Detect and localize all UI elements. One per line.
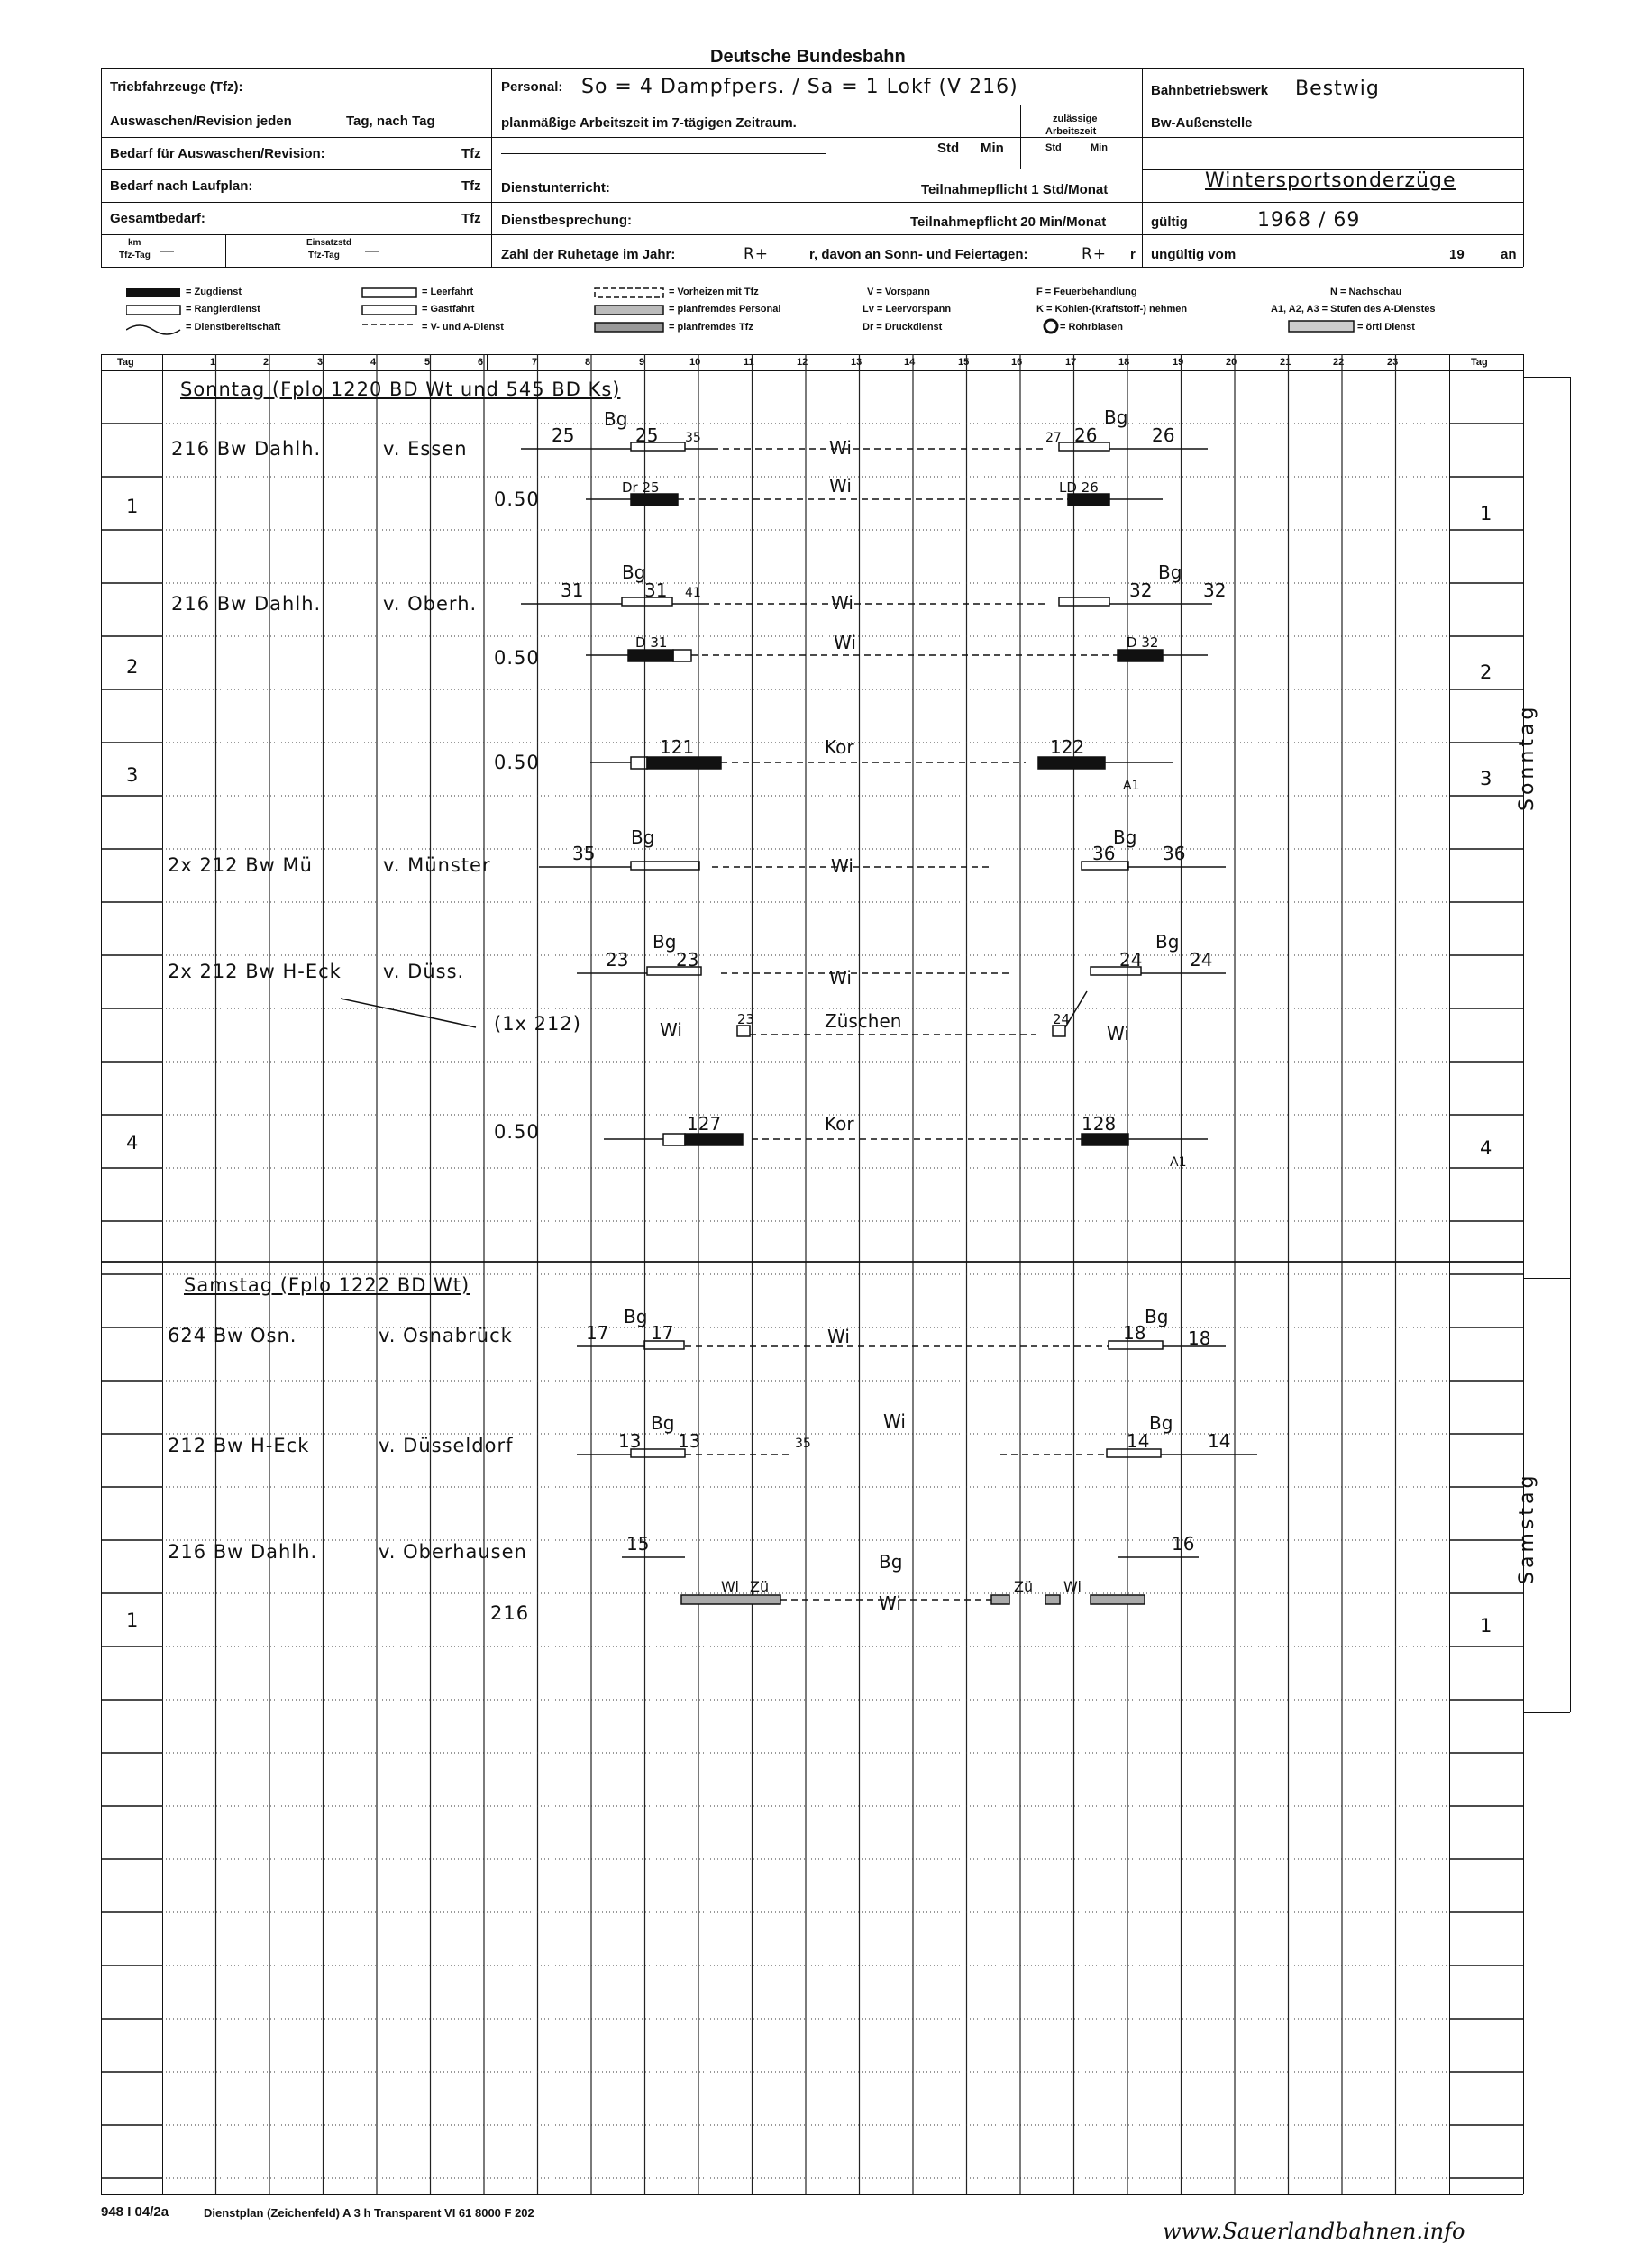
duty-code: Wi xyxy=(879,1592,901,1614)
entry-time-7: 216 xyxy=(490,1602,530,1624)
duty-code: Bg xyxy=(631,826,655,848)
day-number: 2 xyxy=(1480,661,1493,683)
duty-code: Wi xyxy=(883,1410,906,1432)
day-number: 4 xyxy=(1480,1137,1493,1159)
entry-origin-2: v. Oberh. xyxy=(383,593,478,615)
train-number: 23 xyxy=(676,949,699,971)
duty-code: Züschen xyxy=(825,1010,902,1032)
train-number: 16 xyxy=(1172,1533,1195,1555)
bw-value: Bestwig xyxy=(1295,78,1380,100)
train-number: 31 xyxy=(561,579,584,601)
duty-code: Bg xyxy=(1113,826,1137,848)
std-label: Std xyxy=(937,141,960,156)
website-watermark: www.Sauerlandbahnen.info xyxy=(1163,2219,1465,2244)
duty-code: Zü xyxy=(1014,1578,1034,1595)
hour-label: 7 xyxy=(532,357,538,368)
entry-time-3: 0.50 xyxy=(494,752,540,773)
km-label: km xyxy=(128,238,141,248)
legend-vorheizen: = Vorheizen mit Tfz xyxy=(669,287,759,297)
legend-planfremdes-tfz: = planfremdes Tfz xyxy=(669,322,753,333)
dienstbesprechung-label: Dienstbesprechung: xyxy=(501,213,633,228)
duty-bar-va xyxy=(1091,1595,1145,1604)
duty-code: Wi xyxy=(834,632,856,653)
entry-origin-6: v. Düsseldorf xyxy=(379,1435,514,1456)
hour-label: 23 xyxy=(1387,357,1399,368)
duty-code: Bg xyxy=(1145,1306,1169,1327)
train-number: 36 xyxy=(1092,843,1116,864)
duty-code: Bg xyxy=(1158,561,1182,583)
laufplan-label: Bedarf nach Laufplan: xyxy=(110,178,253,194)
train-number: 36 xyxy=(1163,843,1186,864)
day-number: 1 xyxy=(1480,1615,1493,1637)
entry-time-2: 0.50 xyxy=(494,647,540,669)
duty-bar-rangier xyxy=(663,1134,685,1145)
duty-bar-rangier xyxy=(631,862,699,870)
hour-label: 19 xyxy=(1173,357,1184,368)
day-number: 3 xyxy=(1480,768,1493,789)
train-number: 128 xyxy=(1082,1113,1117,1135)
hour-label: 22 xyxy=(1333,357,1345,368)
duty-code: A1 xyxy=(1170,1155,1187,1170)
hour-label: 20 xyxy=(1226,357,1237,368)
ruhetage-label: Zahl der Ruhetage im Jahr: xyxy=(501,247,676,262)
hour-label: 10 xyxy=(689,357,701,368)
entry-loco-6: 212 Bw H-Eck xyxy=(168,1435,310,1456)
day-number: 4 xyxy=(126,1132,140,1154)
einsatz-dash: — xyxy=(365,243,379,259)
duty-code: Wi xyxy=(721,1578,739,1595)
entry-origin-3: v. Münster xyxy=(383,854,491,876)
tag-col-left: Tag xyxy=(117,357,134,368)
day-number: 3 xyxy=(126,764,140,786)
hour-label: 13 xyxy=(851,357,863,368)
duty-code: Bg xyxy=(1155,931,1180,953)
hour-label: 1 xyxy=(210,357,216,368)
train-number: 18 xyxy=(1123,1322,1146,1344)
duty-code: Wi xyxy=(829,437,852,459)
train-number: 122 xyxy=(1050,736,1085,758)
tfztag-label: Tfz-Tag xyxy=(119,251,151,260)
train-number: 35 xyxy=(572,843,596,864)
train-number: 23 xyxy=(606,949,629,971)
sonntag-heading: Sonntag (Fplo 1220 BD Wt und 545 BD Ks) xyxy=(180,379,621,400)
gesamt-tfz: Tfz xyxy=(461,211,481,226)
plan-name: Wintersportsonderzüge xyxy=(1205,169,1456,192)
gueltig-label: gültig xyxy=(1151,214,1188,230)
entry-loco-7: 216 Bw Dahlh. xyxy=(168,1541,318,1563)
legend-oertl-dienst: = örtl Dienst xyxy=(1357,322,1415,333)
teilnahme2-label: Teilnahmepflicht 20 Min/Monat xyxy=(910,214,1107,230)
train-number: 13 xyxy=(618,1430,642,1452)
legend-nachschau: N = Nachschau xyxy=(1330,287,1402,297)
entry-origin-7: v. Oberhausen xyxy=(379,1541,527,1563)
personal-label: Personal: xyxy=(501,79,563,95)
duty-code: Wi xyxy=(827,1326,850,1347)
bedarf-tfz: Tfz xyxy=(461,146,481,161)
entry-origin-5: v. Osnabrück xyxy=(379,1325,513,1346)
train-number: LD 26 xyxy=(1059,479,1099,496)
duty-code: Bg xyxy=(624,1306,648,1327)
hour-label: 15 xyxy=(958,357,970,368)
min-label: Min xyxy=(981,141,1004,156)
duty-bar-zug xyxy=(685,1134,743,1145)
hour-label: 21 xyxy=(1280,357,1291,368)
train-number: 25 xyxy=(635,424,659,446)
ruhetage-r1: R+ xyxy=(744,245,770,263)
duty-code: Bg xyxy=(651,1412,675,1434)
arbeitszeit-label: Arbeitszeit xyxy=(1045,126,1097,137)
hour-label: 9 xyxy=(639,357,645,368)
entry-loco-4: 2x 212 Bw H-Eck xyxy=(168,961,342,982)
duty-bar-va xyxy=(1045,1595,1060,1604)
entry-time-1: 0.50 xyxy=(494,488,540,510)
entry-loco-5: 624 Bw Osn. xyxy=(168,1325,297,1346)
ungueltig-19: 19 xyxy=(1449,247,1465,262)
legend-zugdienst: = Zugdienst xyxy=(186,287,242,297)
train-number: 25 xyxy=(552,424,575,446)
auswaschen-tag: Tag, nach Tag xyxy=(346,114,435,129)
train-number: 23 xyxy=(737,1011,755,1027)
hour-label: 18 xyxy=(1118,357,1130,368)
train-number: D 32 xyxy=(1127,634,1159,651)
duty-code: Wi xyxy=(660,1019,682,1041)
laufplan-tfz: Tfz xyxy=(461,178,481,194)
document-title: Deutsche Bundesbahn xyxy=(710,47,906,67)
duty-bar-rangier xyxy=(673,650,691,661)
day-number: 1 xyxy=(126,496,140,517)
train-number: 17 xyxy=(586,1322,609,1344)
train-number: 121 xyxy=(660,736,695,758)
plan-arbeitszeit-label: planmäßige Arbeitszeit im 7-tägigen Zeitraum. xyxy=(501,115,797,131)
duty-code: Bg xyxy=(604,408,628,430)
train-number: 32 xyxy=(1203,579,1227,601)
hour-label: 12 xyxy=(797,357,808,368)
duty-code: Wi xyxy=(831,592,853,614)
entry-note-4: (1x 212) xyxy=(494,1013,581,1035)
duty-code: Zü xyxy=(750,1578,770,1595)
hour-label: 6 xyxy=(478,357,484,368)
hour-label: 5 xyxy=(424,357,431,368)
hour-label: 2 xyxy=(263,357,269,368)
legend-rohrblasen: = Rohrblasen xyxy=(1060,322,1123,333)
hour-label: 14 xyxy=(904,357,916,368)
train-number: Dr 25 xyxy=(622,479,660,496)
train-number: 18 xyxy=(1188,1327,1211,1349)
gueltig-value: 1968 / 69 xyxy=(1257,209,1361,232)
legend-a-dienst: A1, A2, A3 = Stufen des A-Dienstes xyxy=(1271,304,1436,315)
train-number: 35 xyxy=(795,1437,811,1451)
form-number: 948 I 04/2a xyxy=(101,2204,169,2220)
train-number: 14 xyxy=(1208,1430,1231,1452)
hour-label: 8 xyxy=(585,357,591,368)
entry-loco-2: 216 Bw Dahlh. xyxy=(171,593,322,615)
train-number: 26 xyxy=(1152,424,1175,446)
hour-label: 17 xyxy=(1065,357,1077,368)
legend-leerfahrt: = Leerfahrt xyxy=(422,287,474,297)
train-number: D 31 xyxy=(635,634,668,651)
legend-vorspann: V = Vorspann xyxy=(867,287,930,297)
train-number: 15 xyxy=(626,1533,650,1555)
bedarf-label: Bedarf für Auswaschen/Revision: xyxy=(110,146,325,161)
entry-loco-3: 2x 212 Bw Mü xyxy=(168,854,313,876)
duty-code: Wi xyxy=(1063,1578,1082,1595)
train-number: 27 xyxy=(1045,431,1062,445)
form-description: Dienstplan (Zeichenfeld) A 3 h Transparent VI 61 8000 F 202 xyxy=(204,2206,534,2220)
legend-dienstbereitschaft: = Dienstbereitschaft xyxy=(186,322,281,333)
day-number: 1 xyxy=(1480,503,1493,524)
bw-label: Bahnbetriebswerk xyxy=(1151,83,1269,98)
zul-std-label: Std xyxy=(1045,142,1062,153)
hour-label: 3 xyxy=(317,357,324,368)
samstag-heading: Samstag (Fplo 1222 BD Wt) xyxy=(184,1274,470,1296)
duty-code: Wi xyxy=(831,855,853,877)
entry-loco-1: 216 Bw Dahlh. xyxy=(171,438,322,460)
side-label-samstag: Samstag xyxy=(1516,1472,1538,1584)
duty-bar-zug xyxy=(1038,757,1105,769)
legend-rangierdienst: = Rangierdienst xyxy=(186,304,260,315)
zulaessig-label: zulässige xyxy=(1053,114,1098,124)
duty-code: Bg xyxy=(653,931,677,953)
aussenstelle-label: Bw-Außenstelle xyxy=(1151,115,1253,131)
duty-code: Bg xyxy=(1149,1412,1173,1434)
train-number: 32 xyxy=(1129,579,1153,601)
duty-code: Wi xyxy=(829,475,852,497)
duty-code: A1 xyxy=(1123,779,1140,793)
duty-code: Wi xyxy=(829,967,852,989)
train-number: 24 xyxy=(1053,1011,1071,1027)
duty-bar-zug xyxy=(1082,1134,1128,1145)
train-number: 31 xyxy=(644,579,668,601)
duty-bar-va xyxy=(681,1595,780,1604)
personal-value: So = 4 Dampfpers. / Sa = 1 Lokf (V 216) xyxy=(581,76,1018,98)
day-number: 1 xyxy=(126,1610,140,1631)
einsatz-tag-label: Tfz-Tag xyxy=(308,251,340,260)
duty-bar-rangier xyxy=(631,757,647,769)
legend-va-dienst: = V- und A-Dienst xyxy=(422,322,504,333)
duty-code: Bg xyxy=(879,1551,903,1573)
gesamtbedarf-label: Gesamtbedarf: xyxy=(110,211,205,226)
hour-label: 11 xyxy=(744,357,754,368)
legend-leervorspann: Lv = Leervorspann xyxy=(863,304,952,315)
einsatz-label: Einsatzstd xyxy=(306,238,352,248)
duty-bar-zug xyxy=(628,650,673,661)
legend-gastfahrt: = Gastfahrt xyxy=(422,304,475,315)
ruhetage-r: r xyxy=(1130,247,1136,262)
ruhetage-davon: r, davon an Sonn- und Feiertagen: xyxy=(809,247,1028,262)
auswaschen-label: Auswaschen/Revision jeden xyxy=(110,114,292,129)
ungueltig-an: an xyxy=(1501,247,1517,262)
hour-label: 16 xyxy=(1011,357,1023,368)
tag-col-right: Tag xyxy=(1471,357,1488,368)
legend-planfremdes-personal: = planfremdes Personal xyxy=(669,304,781,315)
duty-code: Bg xyxy=(622,561,646,583)
duty-bar-rangier xyxy=(1059,597,1109,606)
transfer-arrow xyxy=(341,999,476,1027)
train-number: 127 xyxy=(687,1113,722,1135)
ungueltig-label: ungültig vom xyxy=(1151,247,1237,262)
train-number: 14 xyxy=(1127,1430,1150,1452)
duty-bar-zug xyxy=(647,757,721,769)
zul-min-label: Min xyxy=(1091,142,1108,153)
train-number: 13 xyxy=(678,1430,701,1452)
day-number: 2 xyxy=(126,656,140,678)
train-number: 35 xyxy=(685,431,701,445)
train-number: 41 xyxy=(685,586,701,600)
duty-bar-zug xyxy=(1118,650,1163,661)
duty-code: Kor xyxy=(825,736,854,758)
legend-kohlen: K = Kohlen-(Kraftstoff-) nehmen xyxy=(1036,304,1188,315)
entry-time-4: 0.50 xyxy=(494,1121,540,1143)
train-number: 17 xyxy=(651,1322,674,1344)
legend-feuerbehandlung: F = Feuerbehandlung xyxy=(1036,287,1137,297)
duty-code: Bg xyxy=(1104,406,1128,428)
legend-druckdienst: Dr = Druckdienst xyxy=(863,322,943,333)
dienstunterricht-label: Dienstunterricht: xyxy=(501,180,610,196)
side-label-sonntag: Sonntag xyxy=(1516,703,1538,811)
train-number: 24 xyxy=(1119,949,1143,971)
duty-code: Kor xyxy=(825,1113,854,1135)
ruhetage-r2: R+ xyxy=(1082,245,1108,263)
train-number: 24 xyxy=(1190,949,1213,971)
teilnahme1-label: Teilnahmepflicht 1 Std/Monat xyxy=(921,182,1109,197)
duty-bar-va xyxy=(991,1595,1009,1604)
tfz-label: Triebfahrzeuge (Tfz): xyxy=(110,79,243,95)
entry-origin-4: v. Düss. xyxy=(383,961,465,982)
train-number: 26 xyxy=(1074,424,1098,446)
duty-code: Wi xyxy=(1107,1023,1129,1044)
hour-label: 4 xyxy=(370,357,377,368)
entry-origin-1: v. Essen xyxy=(383,438,468,460)
km-dash: — xyxy=(160,243,174,259)
